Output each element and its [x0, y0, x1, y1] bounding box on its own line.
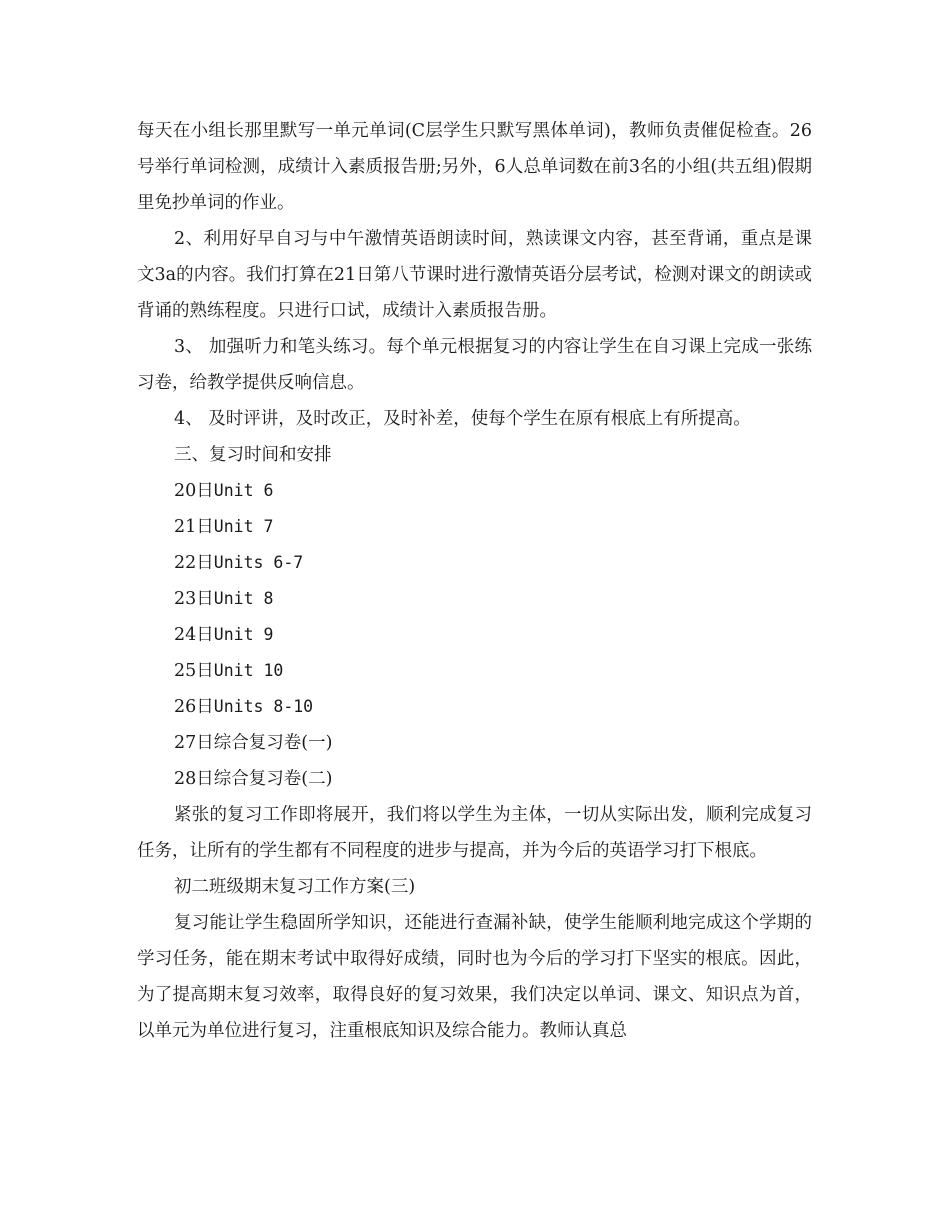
- schedule-day: 21日: [174, 517, 214, 537]
- schedule-item: [137, 473, 812, 509]
- schedule-item: [137, 761, 812, 797]
- paragraph-item-2: 2、利用好早自习与中午激情英语朗读时间，熟读课文内容，甚至背诵，重点是课文3a的内容。我们打算在21日第八节课时进行激情英语分层考试，检测对课文的朗读或背诵的熟练程度。只进行口试，成绩计入素质报告册。: [137, 229, 812, 321]
- schedule-day: 26日: [174, 697, 214, 717]
- document-section-title: 初二班级期末复习工作方案(三): [174, 877, 416, 897]
- schedule-content: Unit 9: [213, 625, 274, 644]
- schedule-item: [137, 581, 812, 617]
- schedule-content: Unit 6: [213, 481, 274, 500]
- paragraph-word-dictation: 每天在小组长那里默写一单元单词(C层学生只默写黑体单词)，教师负责催促检查。26号举行单词检测，成绩计入素质报告册;另外，6人总单词数在前3名的小组(共五组)假期里免抄单词的作业。: [137, 121, 812, 213]
- schedule-content: 综合复习卷(一): [213, 733, 333, 753]
- schedule-day: 22日: [174, 553, 214, 573]
- schedule-item: [137, 545, 812, 581]
- schedule-day: 20日: [174, 481, 214, 501]
- schedule-item: [137, 725, 812, 761]
- section-heading-schedule: 三、复习时间和安排: [174, 445, 332, 465]
- schedule-content: Units 6-7: [213, 553, 304, 572]
- schedule-content: Unit 8: [213, 589, 274, 608]
- schedule-day: 23日: [174, 589, 214, 609]
- paragraph-plan-three-intro: 复习能让学生稳固所学知识，还能进行查漏补缺，使学生能顺利地完成这个学期的学习任务，能在期末考试中取得好成绩，同时也为今后的学习打下坚实的根底。因此，为了提高期末复习效率，取得良好的复习效果，我们决定以单词、课文、知识点为首，以单元为单位进行复习，注重根底知识及综合能力。教师认真总: [137, 913, 812, 1041]
- schedule-day: 24日: [174, 625, 214, 645]
- paragraph-item-4: 4、 及时评讲，及时改正，及时补差，使每个学生在原有根底上有所提高。: [174, 409, 751, 429]
- schedule-content: Unit 7: [213, 517, 274, 536]
- document-body: [137, 113, 812, 1049]
- schedule-day: 28日: [174, 769, 214, 789]
- paragraph-conclusion: 紧张的复习工作即将展开，我们将以学生为主体，一切从实际出发，顺利完成复习任务，让所有的学生都有不同程度的进步与提高，并为今后的英语学习打下根底。: [137, 805, 812, 861]
- schedule-content: Units 8-10: [213, 697, 314, 716]
- schedule-item: [137, 689, 812, 725]
- schedule-content: 综合复习卷(二): [213, 769, 333, 789]
- paragraph-item-3: 3、 加强听力和笔头练习。每个单元根据复习的内容让学生在自习课上完成一张练习卷，给教学提供反响信息。: [137, 337, 812, 393]
- schedule-list: [137, 473, 812, 797]
- schedule-content: Unit 10: [213, 661, 284, 680]
- schedule-item: [137, 617, 812, 653]
- schedule-day: 25日: [174, 661, 214, 681]
- schedule-day: 27日: [174, 733, 214, 753]
- schedule-item: [137, 653, 812, 689]
- schedule-item: [137, 509, 812, 545]
